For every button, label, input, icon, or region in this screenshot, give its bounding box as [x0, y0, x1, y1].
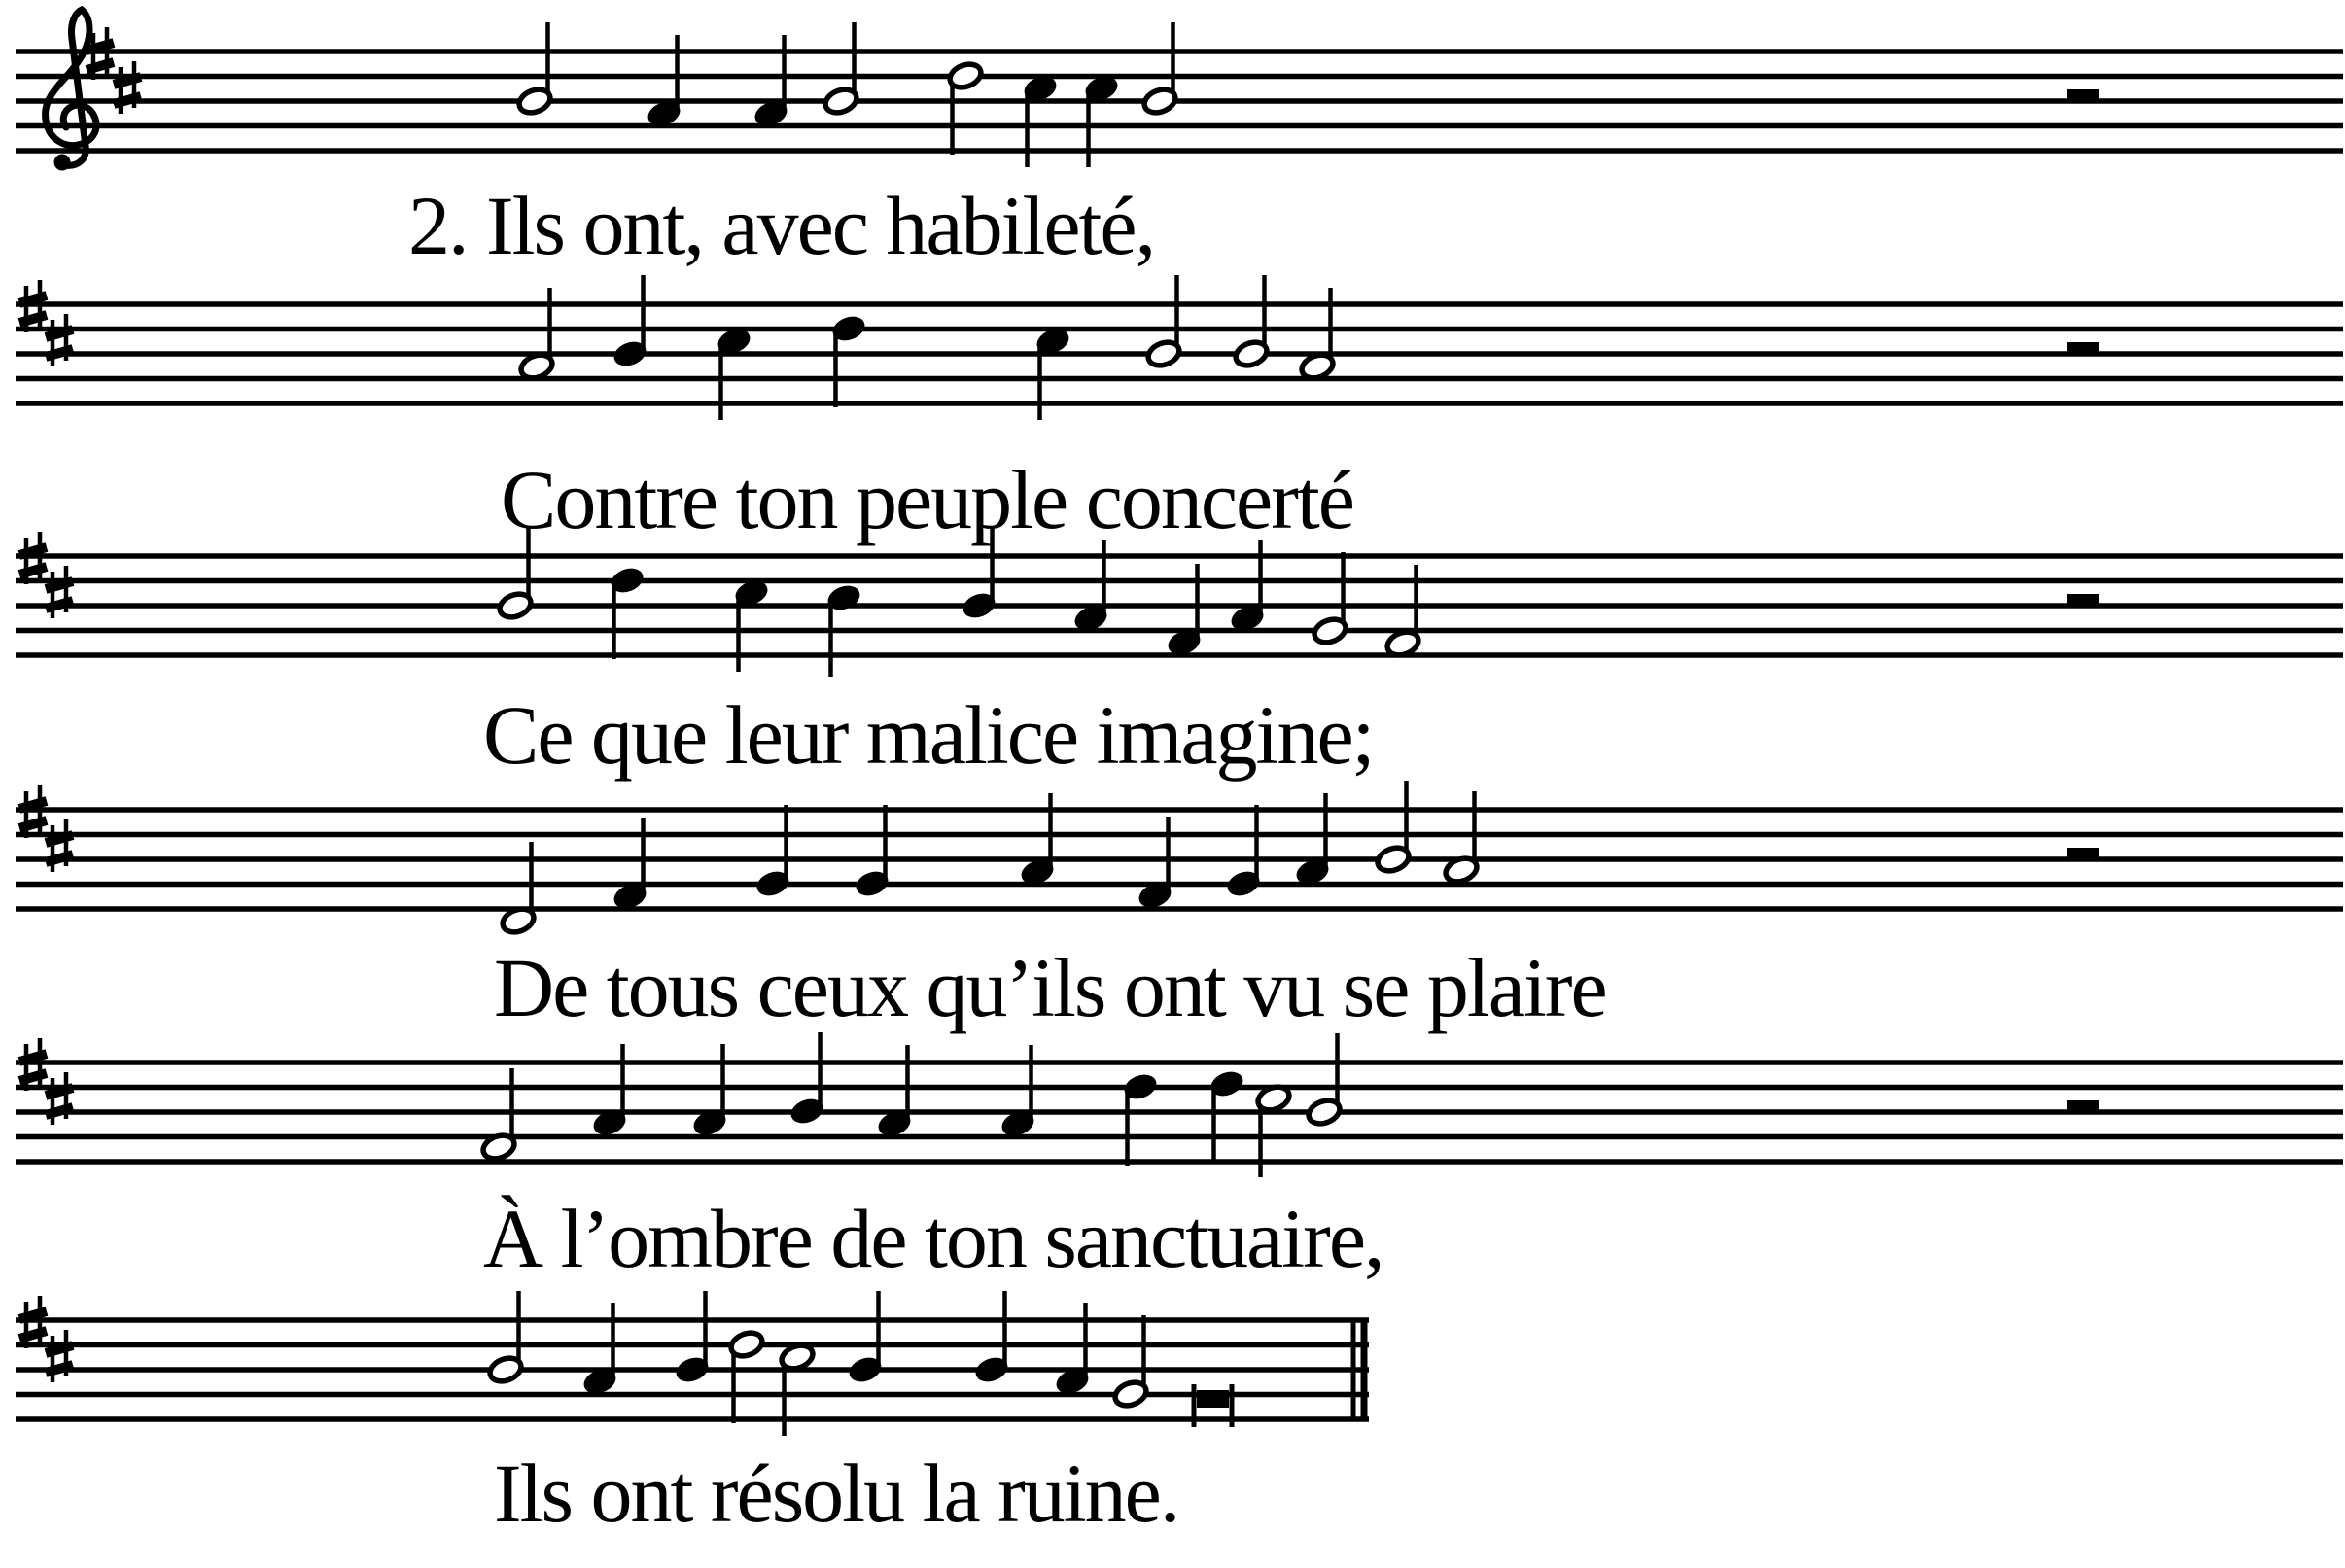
quarter-note: [999, 1045, 1037, 1139]
sharp-icon: [46, 1072, 73, 1125]
lyric-line-6: Ils ont résolu la ruine.: [494, 1446, 1179, 1540]
half-note: [1112, 1315, 1150, 1410]
quarter-note: [876, 1045, 914, 1139]
staff-1: [16, 10, 2343, 171]
half-note: [1312, 552, 1349, 646]
quarter-note: [591, 1044, 629, 1138]
half-rest: [2067, 1100, 2099, 1112]
lyric-line-2: Contre ton peuple concerté: [501, 453, 1353, 546]
half-note: [1443, 791, 1481, 886]
quarter-note: [847, 1291, 885, 1385]
half-rest: [2067, 848, 2099, 859]
quarter-note: [1166, 564, 1204, 658]
half-note: [1145, 275, 1183, 369]
lyric-line-4: De tous ceux qu’ils ont vu se plaire: [494, 941, 1606, 1034]
quarter-note: [973, 1291, 1011, 1385]
half-rest: [2067, 594, 2099, 606]
quarter-note: [612, 275, 649, 369]
quarter-note: [1137, 817, 1174, 911]
staff-3: [16, 527, 2343, 677]
half-note: [500, 842, 538, 936]
lyric-line-3: Ce que leur malice imagine;: [483, 688, 1374, 782]
staff-5: [16, 1032, 2343, 1177]
quarter-note: [1054, 1303, 1092, 1397]
sharp-icon: [46, 1330, 73, 1382]
quarter-note: [609, 565, 647, 659]
quarter-note: [581, 1303, 619, 1397]
half-note: [480, 1068, 518, 1163]
quarter-note: [1225, 805, 1263, 899]
quarter-note: [1122, 1071, 1160, 1166]
half-note: [822, 22, 860, 117]
half-note: [1375, 781, 1413, 875]
half-note: [1233, 275, 1271, 369]
lyric-line-5: À l’ombre de ton sanctuaire,: [483, 1192, 1383, 1285]
sharp-icon: [46, 819, 73, 872]
treble-clef-icon: [46, 10, 97, 171]
staff-4: [16, 781, 2343, 936]
quarter-note: [830, 313, 868, 407]
sharp-icon: [46, 566, 73, 618]
staff-6: [16, 1291, 1369, 1436]
sharp-icon: [46, 314, 73, 366]
half-note: [947, 60, 985, 155]
quarter-note: [854, 805, 892, 899]
staff-2: [16, 275, 2343, 420]
half-note: [1306, 1033, 1344, 1128]
quarter-note: [691, 1044, 729, 1138]
lyric-line-1: 2. Ils ont, avec habileté,: [408, 179, 1155, 272]
half-rest: [2067, 342, 2099, 354]
quarter-note: [674, 1291, 712, 1385]
half-note: [1141, 22, 1179, 117]
half-note: [516, 22, 554, 117]
quarter-note: [754, 805, 792, 899]
sharp-icon: [114, 61, 141, 114]
quarter-note: [788, 1032, 826, 1127]
quarter-note: [612, 818, 649, 912]
half-note: [487, 1291, 525, 1385]
half-note: [728, 1329, 766, 1423]
half-rest: [2067, 89, 2099, 101]
quarter-note: [1208, 1068, 1246, 1163]
